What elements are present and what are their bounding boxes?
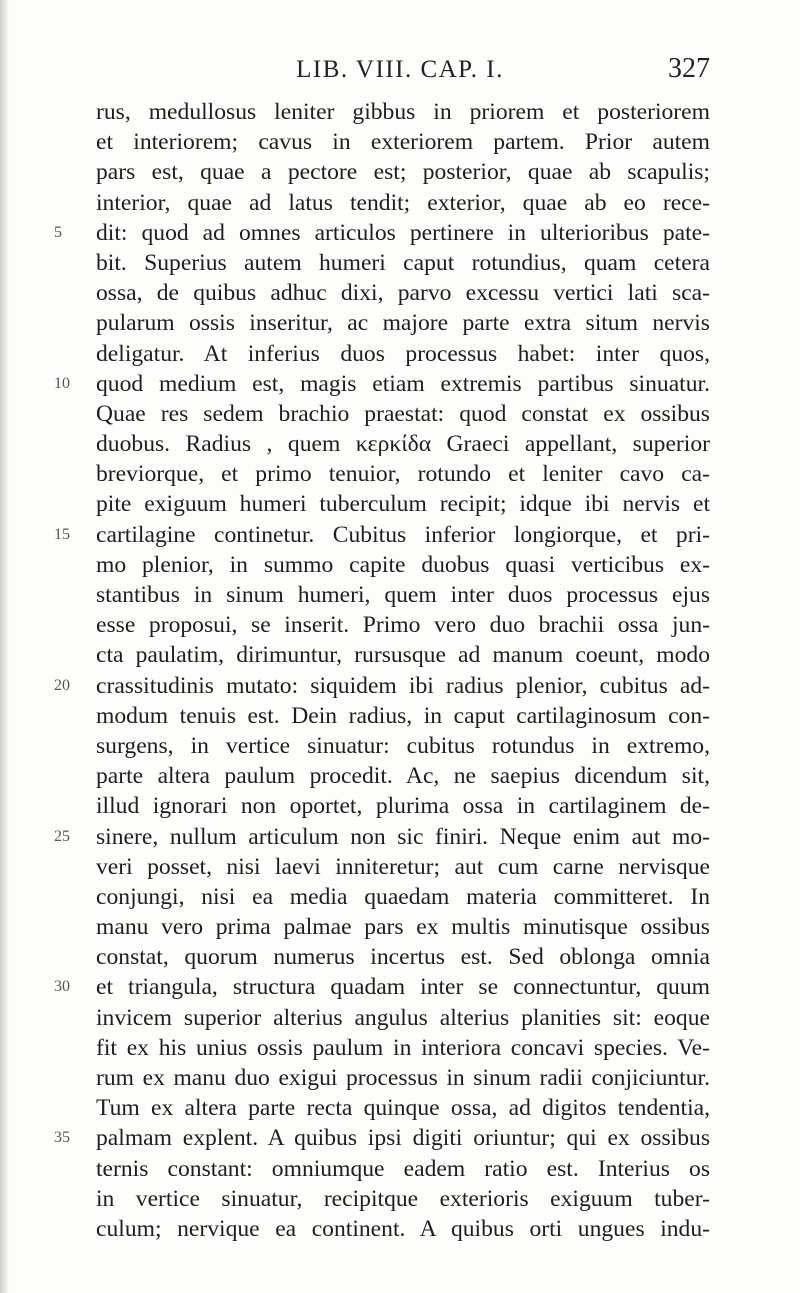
text-line xyxy=(54,520,710,550)
line-text: fit ex his unius ossis paulum in interiora concavi species. Ve- xyxy=(96,1034,710,1061)
text-line xyxy=(96,701,710,731)
line-text: deligatur. At inferius duos processus habet: inter quos, xyxy=(96,340,710,367)
line-number: 10 xyxy=(54,374,70,392)
text-line xyxy=(96,761,710,791)
text-line xyxy=(96,1033,710,1063)
line-text: palmam explent. A quibus ipsi digiti oriuntur; qui ex ossibus xyxy=(96,1125,710,1152)
text-line xyxy=(96,640,710,670)
line-text: constat, quorum numerus incertus est. Sed oblonga omnia xyxy=(96,944,710,971)
text-line xyxy=(54,972,710,1002)
line-text: ossa, de quibus adhuc dixi, parvo excessu vertici lati sca- xyxy=(96,280,710,307)
text-line xyxy=(96,157,710,187)
text-line xyxy=(96,1063,710,1093)
page-number: 327 xyxy=(668,53,710,84)
text-line xyxy=(96,429,710,459)
line-text: ternis constant: omniumque eadem ratio est. Interius os xyxy=(96,1155,710,1182)
text-line xyxy=(96,550,710,580)
line-text: esse proposui, se inserit. Primo vero duo brachii ossa jun- xyxy=(96,612,710,639)
page-spine-shadow xyxy=(0,0,9,1293)
text-line xyxy=(96,610,710,640)
text-line xyxy=(96,882,710,912)
line-text: pite exiguum humeri tuberculum recipit; idque ibi nervis et xyxy=(96,491,710,518)
line-text: crassitudinis mutato: siquidem ibi radius plenior, cubitus ad- xyxy=(96,672,710,699)
line-text: quod medium est, magis etiam extremis partibus sinuatur. xyxy=(96,370,710,397)
text-line xyxy=(96,912,710,942)
line-text: modum tenuis est. Dein radius, in caput cartilaginosum con- xyxy=(96,702,710,729)
line-number: 5 xyxy=(54,223,62,241)
text-line xyxy=(96,278,710,308)
text-line xyxy=(54,822,710,852)
line-text: et interiorem; cavus in exteriorem partem. Prior autem xyxy=(96,129,710,156)
line-text: rum ex manu duo exigui processus in sinum radii conjiciuntur. xyxy=(96,1065,710,1091)
line-text: duobus. Radius , quem κερκίδα Graeci appellant, superior xyxy=(96,431,710,458)
text-line xyxy=(96,791,710,821)
text-line xyxy=(96,1184,710,1214)
text-line xyxy=(96,308,710,338)
line-text: in vertice sinuatur, recipitque exterioris exiguum tuber- xyxy=(96,1185,710,1212)
line-text: et triangula, structura quadam inter se connectuntur, quum xyxy=(96,974,710,1001)
line-number: 25 xyxy=(54,827,70,845)
text-line xyxy=(54,1123,710,1153)
text-line xyxy=(96,1154,710,1184)
line-text: invicem superior alterius angulus alterius planities sit: eoque xyxy=(96,1004,710,1031)
line-text: surgens, in vertice sinuatur: cubitus rotundus in extremo, xyxy=(96,732,710,759)
line-text: parte altera paulum procedit. Ac, ne saepius dicendum sit, xyxy=(96,763,710,790)
line-number: 20 xyxy=(54,676,70,694)
line-number: 30 xyxy=(54,978,70,996)
text-line xyxy=(96,731,710,761)
text-line xyxy=(96,248,710,278)
line-text: culum; nervique ea continent. A quibus orti ungues indu- xyxy=(96,1215,710,1242)
text-line xyxy=(54,218,710,248)
line-text: interior, quae ad latus tendit; exterior, quae ab eo rece- xyxy=(96,189,710,216)
line-text: pars est, quae a pectore est; posterior, quae ab scapulis; xyxy=(96,159,710,186)
line-text: Quae res sedem brachio praestat: quod constat ex ossibus xyxy=(96,400,710,427)
line-text: manu vero prima palmae pars ex multis minutisque ossibus xyxy=(96,914,710,941)
running-header: LIB. VIII. CAP. I. xyxy=(296,56,504,83)
text-line xyxy=(96,1003,710,1033)
line-text: breviorque, et primo tenuior, rotundo et leniter cavo ca- xyxy=(96,461,710,488)
text-line xyxy=(96,399,710,429)
line-text: sinere, nullum articulum non sic finiri. Neque enim aut mo- xyxy=(96,823,710,850)
text-line xyxy=(54,671,710,701)
line-text: veri posset, nisi laevi inniteretur; aut cum carne nervisque xyxy=(96,853,710,880)
line-text: dit: quod ad omnes articulos pertinere in ulterioribus pate- xyxy=(96,219,710,246)
line-text: rus, medullosus leniter gibbus in priorem et posteriorem xyxy=(96,99,710,125)
text-line xyxy=(96,852,710,882)
text-line xyxy=(96,459,710,489)
text-line xyxy=(96,942,710,972)
text-line xyxy=(96,97,710,127)
text-line xyxy=(96,489,710,519)
line-text: pularum ossis inseritur, ac majore parte extra situm nervis xyxy=(96,310,710,337)
line-text: cta paulatim, dirimuntur, rursusque ad manum coeunt, modo xyxy=(96,642,710,669)
line-text: cartilagine continetur. Cubitus inferior longiorque, et pri- xyxy=(96,521,710,548)
line-text: bit. Superius autem humeri caput rotundius, quam cetera xyxy=(96,249,710,276)
text-line xyxy=(96,1093,710,1123)
text-line xyxy=(96,339,710,369)
line-text: mo plenior, in summo capite duobus quasi verticibus ex- xyxy=(96,551,710,578)
body-text xyxy=(54,97,710,1244)
text-line xyxy=(96,580,710,610)
text-line xyxy=(54,369,710,399)
line-text: stantibus in sinum humeri, quem inter duos processus ejus xyxy=(96,582,710,608)
line-text: illud ignorari non oportet, plurima ossa in cartilaginem de- xyxy=(96,793,710,820)
line-text: conjungi, nisi ea media quaedam materia committeret. In xyxy=(96,883,710,910)
line-number: 35 xyxy=(54,1129,70,1147)
text-line xyxy=(96,1214,710,1244)
text-line xyxy=(96,127,710,157)
line-text: Tum ex altera parte recta quinque ossa, ad digitos tendentia, xyxy=(96,1095,710,1122)
line-number: 15 xyxy=(54,525,70,543)
text-line xyxy=(96,188,710,218)
